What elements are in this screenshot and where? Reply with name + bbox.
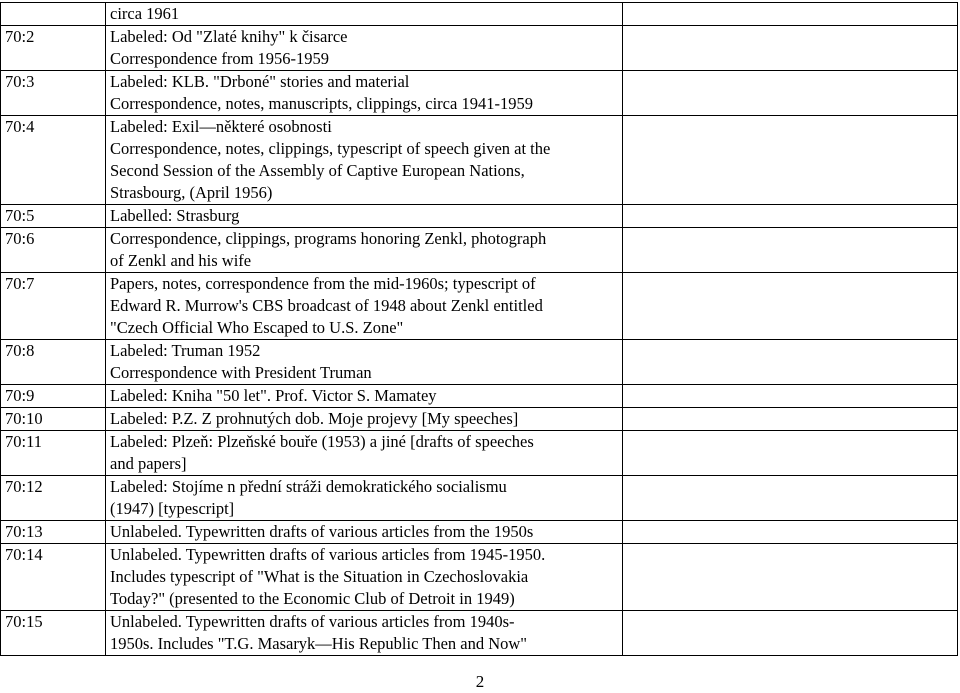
folder-description xyxy=(106,3,623,26)
table-row xyxy=(1,431,958,476)
box-folder-number: 70:3 xyxy=(1,71,106,116)
folder-description xyxy=(106,26,623,71)
empty-cell xyxy=(623,205,958,228)
description-line: and papers] xyxy=(110,454,187,473)
box-folder-number: 70:11 xyxy=(1,431,106,476)
folder-description xyxy=(106,544,623,611)
description-line: Labeled: Od "Zlaté knihy" k čisarce xyxy=(110,27,348,46)
finding-aid-table xyxy=(0,2,958,656)
box-folder-number: 70:12 xyxy=(1,476,106,521)
table-row xyxy=(1,205,958,228)
table-row xyxy=(1,408,958,431)
empty-cell xyxy=(623,71,958,116)
box-folder-number: 70:15 xyxy=(1,611,106,656)
description-line: Papers, notes, correspondence from the mid-1960s; typescript of xyxy=(110,274,536,293)
description-line: Correspondence from 1956-1959 xyxy=(110,49,330,68)
description-line: Includes typescript of "What is the Situation in Czechoslovakia xyxy=(110,567,529,586)
empty-cell xyxy=(623,408,958,431)
description-line: Unlabeled. Typewritten drafts of various articles from 1945-1950. xyxy=(110,545,546,564)
description-line: Correspondence, notes, clippings, typescript of speech given at the xyxy=(110,139,551,158)
box-folder-number xyxy=(1,3,106,26)
description-line: Unlabeled. Typewritten drafts of various articles from the 1950s xyxy=(110,522,534,541)
description-line: Labeled: KLB. "Drboné" stories and material xyxy=(110,72,410,91)
folder-description xyxy=(106,476,623,521)
folder-description xyxy=(106,408,623,431)
table-row xyxy=(1,3,958,26)
description-line: circa 1961 xyxy=(110,4,180,23)
folder-description xyxy=(106,385,623,408)
description-line: Labeled: Stojíme n přední stráži demokratického socialismu xyxy=(110,477,507,496)
table-row xyxy=(1,273,958,340)
description-line: "Czech Official Who Escaped to U.S. Zone" xyxy=(110,318,404,337)
empty-cell xyxy=(623,521,958,544)
folder-description xyxy=(106,228,623,273)
description-line: (1947) [typescript] xyxy=(110,499,235,518)
description-line: Unlabeled. Typewritten drafts of various articles from 1940s- xyxy=(110,612,515,631)
page-number: 2 xyxy=(475,672,485,691)
description-line: Labeled: Kniha "50 let". Prof. Victor S. Mamatey xyxy=(110,386,437,405)
box-folder-number: 70:2 xyxy=(1,26,106,71)
empty-cell xyxy=(623,3,958,26)
box-folder-number: 70:5 xyxy=(1,205,106,228)
box-folder-number: 70:7 xyxy=(1,273,106,340)
folder-description xyxy=(106,205,623,228)
description-line: Correspondence with President Truman xyxy=(110,363,372,382)
description-line: Correspondence, notes, manuscripts, clippings, circa 1941-1959 xyxy=(110,94,533,113)
table-row xyxy=(1,385,958,408)
empty-cell xyxy=(623,431,958,476)
table-row xyxy=(1,611,958,656)
folder-description xyxy=(106,521,623,544)
folder-description xyxy=(106,340,623,385)
folder-description xyxy=(106,71,623,116)
box-folder-number: 70:13 xyxy=(1,521,106,544)
empty-cell xyxy=(623,476,958,521)
table-body xyxy=(1,3,958,656)
empty-cell xyxy=(623,26,958,71)
folder-description xyxy=(106,116,623,205)
table-row xyxy=(1,116,958,205)
description-line: 1950s. Includes "T.G. Masaryk—His Republic Then and Now" xyxy=(110,634,528,653)
description-line: Labelled: Strasburg xyxy=(110,206,240,225)
box-folder-number: 70:6 xyxy=(1,228,106,273)
table-row xyxy=(1,476,958,521)
empty-cell xyxy=(623,116,958,205)
box-folder-number: 70:4 xyxy=(1,116,106,205)
description-line: Edward R. Murrow's CBS broadcast of 1948 about Zenkl entitled xyxy=(110,296,543,315)
description-line: Second Session of the Assembly of Captive European Nations, xyxy=(110,161,525,180)
table-row xyxy=(1,26,958,71)
table-row xyxy=(1,544,958,611)
box-folder-number: 70:8 xyxy=(1,340,106,385)
folder-description xyxy=(106,431,623,476)
folder-description xyxy=(106,273,623,340)
table-row xyxy=(1,228,958,273)
description-line: Labeled: Plzeň: Plzeňské bouře (1953) a jiné [drafts of speeches xyxy=(110,432,534,451)
table-row xyxy=(1,521,958,544)
empty-cell xyxy=(623,544,958,611)
description-line: Strasbourg, (April 1956) xyxy=(110,183,273,202)
box-folder-number: 70:14 xyxy=(1,544,106,611)
description-line: Labeled: Truman 1952 xyxy=(110,341,261,360)
table-row xyxy=(1,71,958,116)
description-line: Today?" (presented to the Economic Club of Detroit in 1949) xyxy=(110,589,515,608)
description-line: of Zenkl and his wife xyxy=(110,251,252,270)
empty-cell xyxy=(623,273,958,340)
description-line: Correspondence, clippings, programs honoring Zenkl, photograph xyxy=(110,229,547,248)
empty-cell xyxy=(623,340,958,385)
table-row xyxy=(1,340,958,385)
box-folder-number: 70:10 xyxy=(1,408,106,431)
description-line: Labeled: P.Z. Z prohnutých dob. Moje projevy [My speeches] xyxy=(110,409,519,428)
folder-description xyxy=(106,611,623,656)
box-folder-number: 70:9 xyxy=(1,385,106,408)
empty-cell xyxy=(623,385,958,408)
description-line: Labeled: Exil—některé osobnosti xyxy=(110,117,332,136)
empty-cell xyxy=(623,611,958,656)
empty-cell xyxy=(623,228,958,273)
